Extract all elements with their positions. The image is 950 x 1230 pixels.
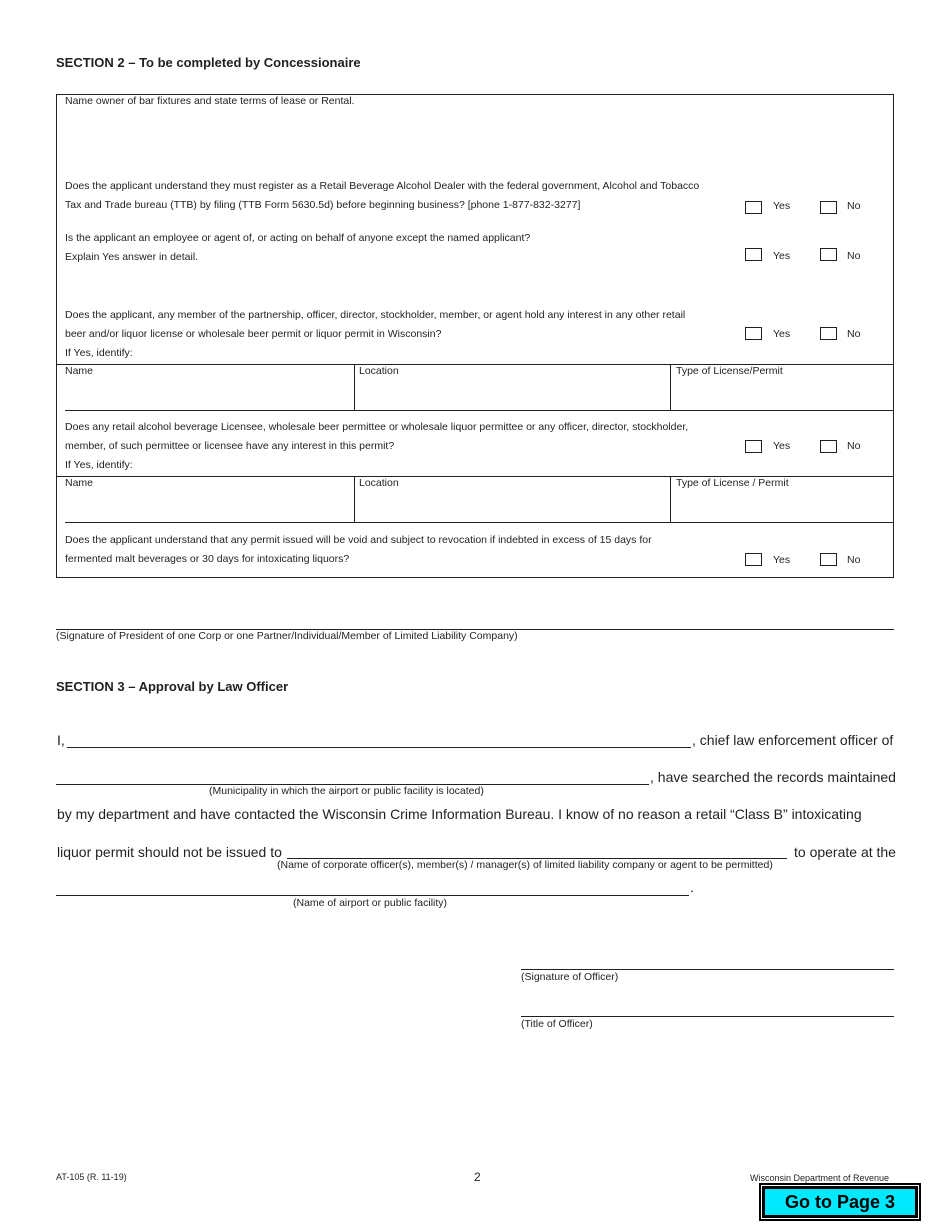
licensee-question-line2: member, of such permittee or licensee have any interest in this permit? (65, 440, 395, 452)
officer-title-field[interactable] (521, 1016, 894, 1017)
agent-yes-label: Yes (773, 250, 791, 262)
table1-location-field[interactable] (358, 380, 666, 408)
department-name: Wisconsin Department of Revenue (750, 1173, 890, 1183)
licensee-yes-label: Yes (773, 440, 791, 452)
table2-bottom-rule (65, 522, 894, 523)
ttb-question-line1: Does the applicant understand they must register as a Retail Beverage Alcohol Dealer with the federal government, Alcohol and Tobacco (65, 180, 700, 192)
table1-divider-1 (354, 364, 355, 410)
ttb-no-checkbox[interactable] (820, 201, 837, 214)
interest-no-checkbox[interactable] (820, 327, 837, 340)
table1-name-header: Name (65, 365, 94, 377)
agent-no-checkbox[interactable] (820, 248, 837, 261)
agent-yes-checkbox[interactable] (745, 248, 762, 261)
licensee-no-label: No (847, 440, 861, 452)
ttb-question-line2: Tax and Trade bureau (TTB) by filing (TTB Form 5630.5d) before beginning business? [phone 1-877-832-3277] (65, 199, 581, 211)
table1-bottom-rule (65, 410, 894, 411)
interest-if-yes: If Yes, identify: (65, 347, 133, 359)
form-id: AT-105 (R. 11-19) (56, 1172, 127, 1182)
void-no-label: No (847, 554, 861, 566)
airport-name-field[interactable] (56, 895, 689, 896)
searched-records-text: , have searched the records maintained (650, 769, 896, 785)
table2-type-field[interactable] (674, 492, 890, 520)
officer-signature-field[interactable] (521, 969, 894, 970)
airport-period: . (690, 879, 694, 895)
licensee-if-yes: If Yes, identify: (65, 459, 133, 471)
ttb-no-label: No (847, 200, 861, 212)
table2-location-field[interactable] (358, 492, 666, 520)
void-yes-label: Yes (773, 554, 791, 566)
officer-i-prefix: I, (57, 732, 65, 748)
table1-divider-2 (670, 364, 671, 410)
operate-at-text: to operate at the (794, 844, 896, 860)
table2-type-header: Type of License / Permit (676, 477, 789, 489)
fixtures-answer-field[interactable] (62, 112, 888, 172)
municipality-caption: (Municipality in which the airport or public facility is located) (209, 785, 484, 797)
table2-name-header: Name (65, 477, 94, 489)
void-no-checkbox[interactable] (820, 553, 837, 566)
section-3-title: SECTION 3 – Approval by Law Officer (56, 679, 289, 694)
president-signature-caption: (Signature of President of one Corp or one Partner/Individual/Member of Limited Liability Company) (56, 630, 518, 642)
ttb-yes-checkbox[interactable] (745, 201, 762, 214)
chief-officer-text: , chief law enforcement officer of (692, 732, 894, 748)
airport-caption: (Name of airport or public facility) (293, 897, 448, 909)
interest-question-line2: beer and/or liquor license or wholesale beer permit or liquor permit in Wisconsin? (65, 328, 442, 340)
agent-question-line2: Explain Yes answer in detail. (65, 251, 199, 263)
crime-bureau-paragraph: by my department and have contacted the Wisconsin Crime Information Bureau. I know of no reason a retail “Class B” intoxicating (57, 806, 862, 822)
table1-location-header: Location (359, 365, 399, 377)
table2-divider-2 (670, 476, 671, 522)
agent-question-line1: Is the applicant an employee or agent of, or acting on behalf of anyone except the named applicant? (65, 232, 531, 244)
interest-no-label: No (847, 328, 861, 340)
officer-name-field[interactable] (67, 747, 691, 748)
licensee-yes-checkbox[interactable] (745, 440, 762, 453)
void-yes-checkbox[interactable] (745, 553, 762, 566)
permit-prefix-text: liquor permit should not be issued to (57, 844, 282, 860)
permittee-caption: (Name of corporate officer(s), member(s) / manager(s) of limited liability company or agent to be permitted) (277, 859, 773, 871)
interest-yes-checkbox[interactable] (745, 327, 762, 340)
void-question-line2: fermented malt beverages or 30 days for intoxicating liquors? (65, 553, 350, 565)
go-to-page-3-button[interactable]: Go to Page 3 (762, 1186, 918, 1218)
section-2-title: SECTION 2 – To be completed by Concessionaire (56, 55, 361, 70)
table1-type-field[interactable] (674, 380, 890, 408)
table2-divider-1 (354, 476, 355, 522)
agent-no-label: No (847, 250, 861, 262)
interest-question-line1: Does the applicant, any member of the partnership, officer, director, stockholder, member, or agent hold any interest in any other retail (65, 309, 686, 321)
table2-name-field[interactable] (60, 492, 350, 520)
fixtures-question: Name owner of bar fixtures and state terms of lease or Rental. (65, 95, 355, 107)
officer-title-caption: (Title of Officer) (521, 1018, 593, 1030)
interest-yes-label: Yes (773, 328, 791, 340)
licensee-no-checkbox[interactable] (820, 440, 837, 453)
officer-signature-caption: (Signature of Officer) (521, 971, 619, 983)
licensee-question-line1: Does any retail alcohol beverage Licensee, wholesale beer permittee or wholesale liquor permittee or any officer, director, stockholder, (65, 421, 689, 433)
void-question-line1: Does the applicant understand that any permit issued will be void and subject to revocation if indebted in excess of 15 days for (65, 534, 652, 546)
table1-type-header: Type of License/Permit (676, 365, 783, 377)
table1-name-field[interactable] (60, 380, 350, 408)
ttb-yes-label: Yes (773, 200, 791, 212)
page-number: 2 (474, 1170, 481, 1184)
table2-location-header: Location (359, 477, 399, 489)
